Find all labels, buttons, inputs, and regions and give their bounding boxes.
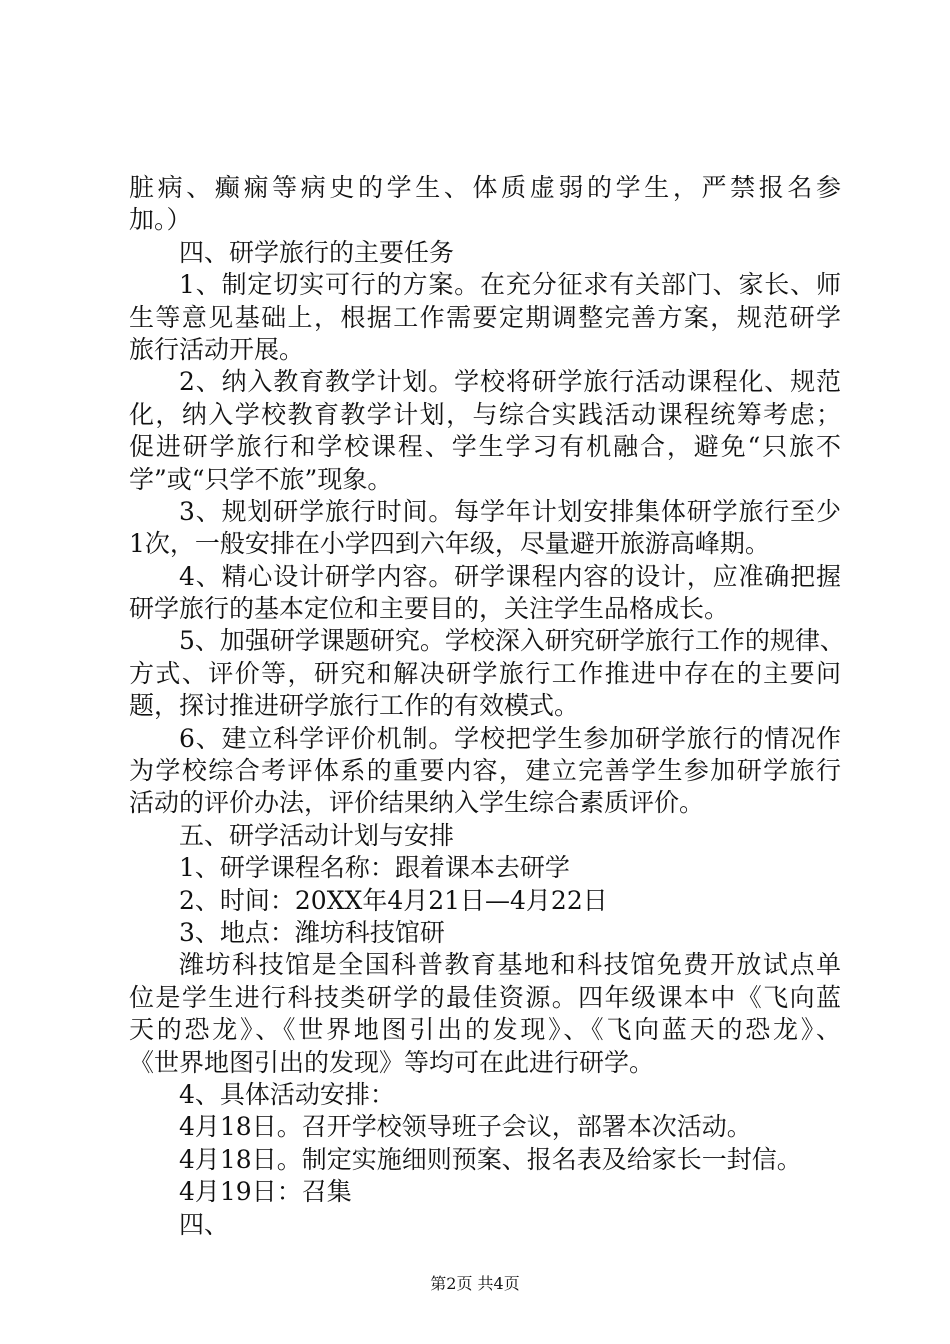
- text-line: 研学旅行的基本定位和主要目的，关注学生品格成长。: [129, 594, 730, 624]
- text-line: 2、时间：20XX年4月21日—4月22日: [179, 885, 608, 915]
- text-line: 四、: [179, 1209, 230, 1239]
- section-heading: 五、研学活动计划与安排: [179, 820, 455, 850]
- text-line: 促进研学旅行和学校课程、学生学习有机融合，避免“只旅不: [129, 432, 841, 462]
- text-line: 1次，一般安排在小学四到六年级，尽量避开旅游高峰期。: [129, 529, 770, 559]
- text-line: 题，探讨推进研学旅行工作的有效模式。: [129, 691, 580, 721]
- text-line: 位是学生进行科技类研学的最佳资源。四年级课本中《飞向蓝: [129, 982, 841, 1012]
- text-line: 脏病、癫痫等病史的学生、体质虚弱的学生，严禁报名参: [129, 173, 841, 202]
- text-line: 生等意见基础上，根据工作需要定期调整完善方案，规范研学: [129, 302, 841, 332]
- text-line: 学”或“只学不旅”现象。: [129, 464, 393, 494]
- section-heading: 四、研学旅行的主要任务: [179, 237, 455, 267]
- text-line: 化，纳入学校教育教学计划，与综合实践活动课程统筹考虑；: [129, 399, 841, 429]
- text-line: 1、制定切实可行的方案。在充分征求有关部门、家长、师: [179, 270, 841, 300]
- text-line: 潍坊科技馆是全国科普教育基地和科技馆免费开放试点单: [179, 950, 841, 980]
- document-body: [129, 172, 845, 1241]
- text-line: 天的恐龙》、《世界地图引出的发现》、《飞向蓝天的恐龙》、: [129, 1015, 841, 1045]
- text-line: 4、具体活动安排：: [179, 1079, 395, 1109]
- text-line: 旅行活动开展。: [129, 334, 305, 364]
- text-line: 方式、评价等，研究和解决研学旅行工作推进中存在的主要问: [129, 658, 841, 688]
- text-line: 5、加强研学课题研究。学校深入研究研学旅行工作的规律、: [179, 626, 845, 656]
- text-line: 1、研学课程名称：跟着课本去研学: [179, 853, 570, 883]
- page-footer: [0, 1274, 950, 1294]
- text-line: 为学校综合考评体系的重要内容，建立完善学生参加研学旅行: [129, 756, 841, 786]
- text-line: 2、纳入教育教学计划。学校将研学旅行活动课程化、规范: [179, 367, 841, 397]
- text-line: 6、建立科学评价机制。学校把学生参加研学旅行的情况作: [179, 723, 841, 753]
- text-line: 《世界地图引出的发现》等均可在此进行研学。: [129, 1047, 655, 1077]
- text-line: 4、精心设计研学内容。研学课程内容的设计，应准确把握: [179, 561, 841, 591]
- text-line: 4月18日。制定实施细则预案、报名表及给家长一封信。: [179, 1144, 802, 1174]
- text-line: 3、规划研学旅行时间。每学年计划安排集体研学旅行至少: [179, 496, 841, 526]
- text-line: 加。）: [129, 205, 192, 235]
- text-line: 4月18日。召开学校领导班子会议，部署本次活动。: [179, 1112, 752, 1142]
- text-line: 活动的评价办法，评价结果纳入学生综合素质评价。: [129, 788, 705, 818]
- page-number-label: 第2页 共4页: [430, 1274, 520, 1293]
- text-line: 4月19日：召集: [179, 1177, 352, 1207]
- text-line: 3、地点：潍坊科技馆研: [179, 917, 445, 947]
